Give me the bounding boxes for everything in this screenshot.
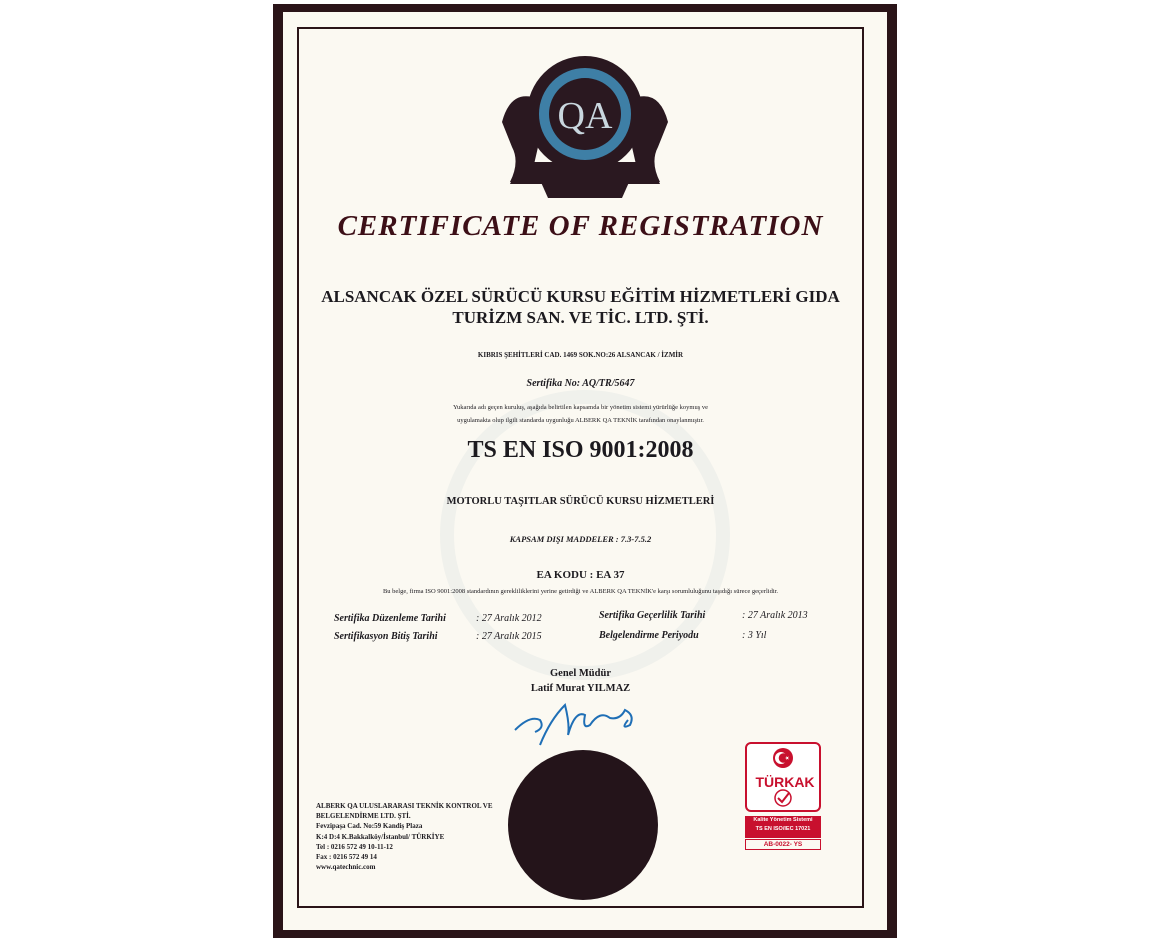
issuer-line3: Fevzipaşa Cad. No:59 Kandiş Plaza xyxy=(316,822,423,831)
statement-line1: Yukarıda adı geçen kuruluş, aşağıda belirtilen kapsamda bir yönetim sistemi yürürlüğe koymuş ve xyxy=(452,404,709,411)
embossed-seal xyxy=(508,750,658,900)
issue-date-label: Sertifika Düzenleme Tarihi xyxy=(334,613,446,624)
issuer-web: www.qatechnic.com xyxy=(316,863,376,872)
issuer-tel: Tel : 0216 572 49 10-11-12 xyxy=(316,842,393,851)
signature xyxy=(510,690,650,750)
issuer-block xyxy=(316,801,493,872)
validity-date-label: Sertifika Geçerlilik Tarihi xyxy=(599,610,706,621)
validity-date-value: : 27 Aralık 2013 xyxy=(742,610,808,621)
turkak-band-line1: Kalite Yönetim Sistemi xyxy=(753,817,813,823)
turkak-accreditation-mark xyxy=(745,742,821,850)
company-name-line2: TURİZM SAN. VE TİC. LTD. ŞTİ. xyxy=(452,308,709,327)
expiry-date-label: Sertifikasyon Bitiş Tarihi xyxy=(334,631,438,642)
exclusions-text: KAPSAM DIŞI MADDELER : 7.3-7.5.2 xyxy=(509,534,652,544)
issuer-fax: Fax : 0216 572 49 14 xyxy=(316,853,377,862)
signatory-title: Genel Müdür xyxy=(550,668,611,679)
issuer-line2: BELGELENDİRME LTD. ŞTİ. xyxy=(316,812,411,821)
standard-title: TS EN ISO 9001:2008 xyxy=(467,437,694,463)
company-address: KIBRIS ŞEHİTLERİ CAD. 1469 SOK.NO:26 ALSANCAK / İZMİR xyxy=(477,351,684,359)
logo-qa-text: QA xyxy=(557,95,613,137)
issuer-line4: K:4 D:4 K.Bakkalköy/İstanbul/ TÜRKİYE xyxy=(316,832,445,841)
turkak-code: AB-0022- YS xyxy=(745,839,821,850)
certificate-title: CERTIFICATE OF REGISTRATION xyxy=(337,210,824,242)
turkak-logo-box xyxy=(745,742,821,812)
statement-line2: uygulamakta olup ilgili standarda uygunluğu ALBERK QA TEKNİK tarafından onaylanmıştır. xyxy=(457,417,704,424)
period-label: Belgelendirme Periyodu xyxy=(599,630,699,641)
company-name-line1: ALSANCAK ÖZEL SÜRÜCÜ KURSU EĞİTİM HİZMETLERİ GIDA xyxy=(321,287,840,306)
qa-logo xyxy=(490,52,680,202)
period-value: : 3 Yıl xyxy=(742,630,767,641)
certificate-number: Sertifika No: AQ/TR/5647 xyxy=(526,378,635,389)
validity-note: Bu belge, firma ISO 9001:2008 standardının gerekliliklerini yerine getirdiği ve ALBERK QA TEKNİK'e karşı sorumluluğunu taşıdığı sürece geçerlidir. xyxy=(382,588,779,595)
signatory-name: Latif Murat YILMAZ xyxy=(530,683,631,694)
expiry-date-value: : 27 Aralık 2015 xyxy=(476,631,542,642)
ea-code: EA KODU : EA 37 xyxy=(536,569,625,581)
issuer-line1: ALBERK QA ULUSLARARASI TEKNİK KONTROL VE xyxy=(316,802,493,810)
issue-date-value: : 27 Aralık 2012 xyxy=(476,613,542,624)
turkak-band-line2: TS EN ISO/IEC 17021 xyxy=(755,826,811,832)
scope-text: MOTORLU TAŞITLAR SÜRÜCÜ KURSU HİZMETLERİ xyxy=(446,496,715,507)
turkak-band xyxy=(745,816,821,838)
turkak-wordmark: TÜRKAK xyxy=(755,774,815,790)
